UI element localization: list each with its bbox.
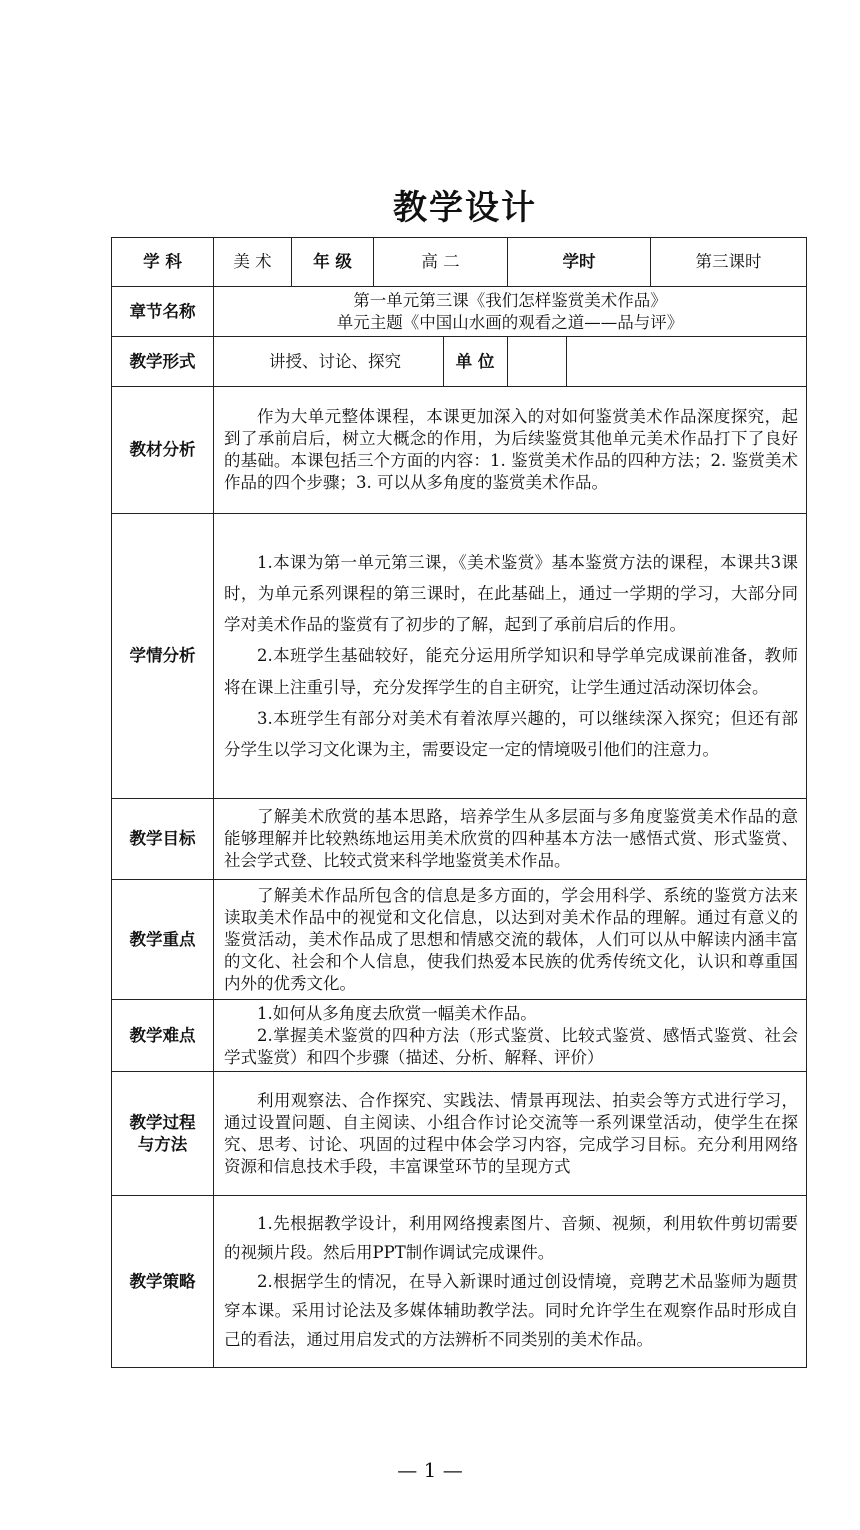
chapter-value [214, 287, 807, 337]
period-label: 学时 [508, 238, 651, 287]
strategy-label: 教学策略 [112, 1196, 214, 1368]
page-number: — 1 — [397, 1458, 463, 1482]
unit-value [566, 337, 806, 386]
material-analysis-label: 教材分析 [112, 387, 214, 514]
difficulties-paragraph: 1.如何从多角度去欣赏一幅美术作品。 [257, 1003, 537, 1023]
student-analysis-paragraph: 2.本班学生基础较好，能充分运用所学知识和导学单完成课前准备，教师将在课上注重引导，充分发挥学生的自主研究，让学生通过活动深切体会。 [224, 646, 798, 697]
objectives-label: 教学目标 [112, 799, 214, 880]
objectives-text: 了解美术欣赏的基本思路，培养学生从多层面与多角度鉴赏美术作品的意能够理解并比较熟练地运用美术欣赏的四种基本方法一感悟式赏、形式鉴赏、社会学式登、比较式赏来科学地鉴赏美术作品。 [224, 807, 798, 870]
process-row [112, 1072, 807, 1196]
process-label-line-2: 与方法 [137, 1134, 188, 1154]
unit-cell [455, 337, 807, 387]
grade-value: 高 二 [374, 238, 508, 287]
strategy-paragraph: 1.先根据教学设计，利用网络搜素图片、音频、视频，利用软件剪切需要的视频片段。然后用PPT制作调试完成课件。 [224, 1214, 798, 1262]
process-text: 利用观察法、合作探究、实践法、情景再现法、拍卖会等方式进行学习，通过设置问题、自主阅读、小组合作讨论交流等一系列课堂活动，使学生在探究、思考、讨论、巩固的过程中体会学习内容，完成学习目标。充分利用网络资源和信息技术手段，丰富课堂环节的呈现方式 [224, 1090, 798, 1176]
strategy-row [112, 1196, 807, 1368]
key-points-text: 了解美术作品所包含的信息是多方面的，学会用科学、系统的鉴赏方法来读取美术作品中的视觉和文化信息，以达到对美术作品的理解。通过有意义的鉴赏活动，美术作品成了思想和情感交流的载体，人们可以从中解读内涵丰富的文化、社会和个人信息，使我们热爱本民族的优秀传统文化，认识和尊重国内外的优秀文化。 [224, 885, 798, 993]
key-points-cell [214, 880, 807, 1000]
material-analysis-text: 作为大单元整体课程，本课更加深入的对如何鉴赏美术作品深度探究，起到了承前启后，树立大概念的作用，为后续鉴赏其他单元美术作品打下了良好的基础。本课包括三个方面的内容：1. 鉴赏美术作品的四种方法；2. 鉴赏美术作品的四个步骤；3. 可以从多角度的鉴赏美术作品。 [224, 407, 798, 492]
process-cell [214, 1072, 807, 1196]
strategy-cell [214, 1196, 807, 1368]
difficulties-cell [214, 1000, 807, 1072]
document-title: 教学设计 [393, 188, 537, 228]
chapter-label: 章节名称 [112, 287, 214, 337]
teaching-form-row [112, 337, 807, 387]
header-row [112, 238, 807, 287]
student-analysis-label: 学情分析 [112, 514, 214, 799]
period-value: 第三课时 [651, 238, 807, 287]
material-analysis-cell [214, 387, 807, 514]
difficulties-label: 教学难点 [112, 1000, 214, 1072]
chapter-row [112, 287, 807, 337]
teaching-form-text: 讲授、讨论、探究 [269, 351, 401, 371]
process-label-line-1: 教学过程 [129, 1112, 196, 1132]
teaching-form-label: 教学形式 [112, 337, 214, 387]
objectives-row [112, 799, 807, 880]
student-analysis-row [112, 514, 807, 799]
process-label [112, 1072, 214, 1196]
student-analysis-paragraph: 1.本课为第一单元第三课，《美术鉴赏》基本鉴赏方法的课程，本课共3课时，为单元系列课程的第三课时，在此基础上，通过一学期的学习，大部分同学对美术作品的鉴赏有了初步的了解，起到了承前启后的作用。 [224, 552, 798, 635]
student-analysis-cell [214, 514, 807, 799]
subject-value: 美 术 [214, 238, 292, 287]
chapter-line-1: 第一单元第三课《我们怎样鉴赏美术作品》 [353, 290, 667, 310]
difficulties-paragraph: 2.掌握美术鉴赏的四种方法（形式鉴赏、比较式鉴赏、感悟式鉴赏、社会学式鉴赏）和四个步骤（描述、分析、解释、评价） [224, 1025, 798, 1067]
unit-label: 单 位 [443, 337, 506, 386]
difficulties-row [112, 1000, 807, 1072]
material-analysis-row [112, 387, 807, 514]
grade-label: 年 级 [292, 238, 374, 287]
objectives-cell [214, 799, 807, 880]
key-points-label: 教学重点 [112, 880, 214, 1000]
student-analysis-paragraph: 3.本班学生有部分对美术有着浓厚兴趣的，可以继续深入探究；但还有部分学生以学习文化课为主，需要设定一定的情境吸引他们的注意力。 [224, 708, 798, 759]
subject-label: 学 科 [112, 238, 214, 287]
key-points-row [112, 880, 807, 1000]
lesson-plan-table [111, 237, 807, 1368]
strategy-paragraph: 2.根据学生的情况，在导入新课时通过创设情境，竞聘艺术品鉴师为题贯穿本课。采用讨论法及多媒体辅助教学法。同时允许学生在观察作品时形成自己的看法，通过用启发式的方法辨析不同类别的美术作品。 [224, 1272, 798, 1349]
chapter-line-2: 单元主题《中国山水画的观看之道——品与评》 [336, 312, 684, 332]
